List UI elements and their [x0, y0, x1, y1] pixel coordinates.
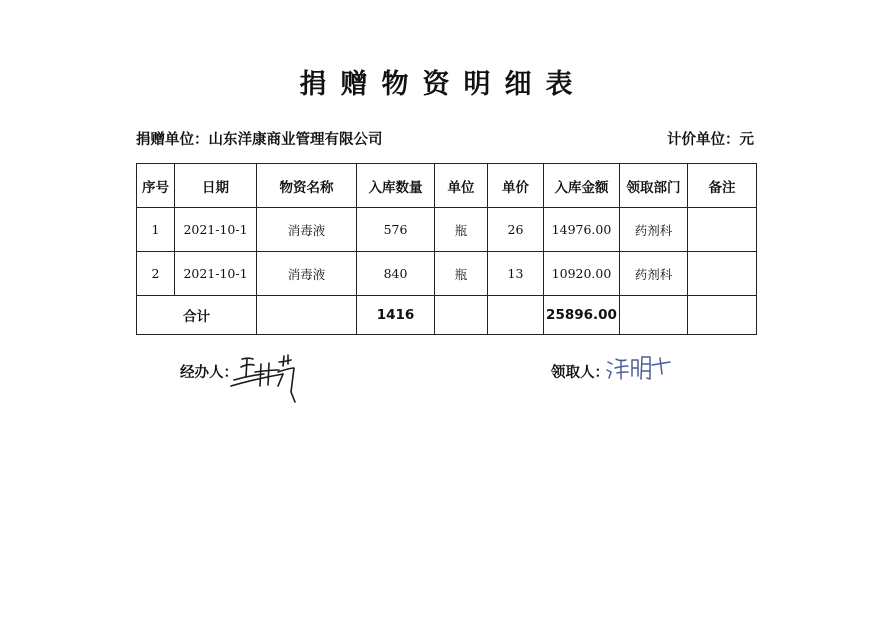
total-empty-cell [435, 296, 488, 335]
document-title: 捐赠物资明细表 [299, 69, 587, 100]
cell-date: 2021-10-1 [175, 208, 257, 252]
column-header: 备注 [688, 164, 757, 208]
column-header: 序号 [137, 164, 175, 208]
cell-unit-price: 13 [488, 252, 544, 296]
cell-quantity: 840 [357, 252, 435, 296]
column-header: 入库数量 [357, 164, 435, 208]
table-row [137, 252, 757, 296]
pricing-unit-line [667, 128, 754, 149]
handler-signature [228, 350, 308, 404]
column-header: 入库金额 [544, 164, 620, 208]
cell-item-name: 消毒液 [257, 208, 357, 252]
cell-item-name: 消毒液 [257, 252, 357, 296]
cell-date: 2021-10-1 [175, 252, 257, 296]
table-total-row [137, 296, 757, 335]
donor-line [136, 128, 383, 149]
receiver-signature [604, 352, 676, 384]
cell-quantity: 576 [357, 208, 435, 252]
column-header: 物资名称 [257, 164, 357, 208]
total-quantity: 1416 [357, 296, 435, 335]
cell-amount: 14976.00 [544, 208, 620, 252]
cell-unit: 瓶 [435, 208, 488, 252]
cell-department: 药剂科 [620, 208, 688, 252]
table-row [137, 208, 757, 252]
receiver-label: 领取人： [551, 365, 609, 381]
cell-department: 药剂科 [620, 252, 688, 296]
cell-unit-price: 26 [488, 208, 544, 252]
total-empty-cell [688, 296, 757, 335]
pricing-label: 计价单位： [667, 132, 740, 148]
cell-remark [688, 208, 757, 252]
cell-index: 1 [137, 208, 175, 252]
total-empty-cell [488, 296, 544, 335]
table-header-row [137, 164, 757, 208]
total-empty-cell [257, 296, 357, 335]
donor-label: 捐赠单位： [136, 132, 209, 148]
column-header: 单位 [435, 164, 488, 208]
column-header: 日期 [175, 164, 257, 208]
cell-unit: 瓶 [435, 252, 488, 296]
cell-remark [688, 252, 757, 296]
total-amount: 25896.00 [544, 296, 620, 335]
pricing-value: 元 [739, 132, 754, 148]
cell-amount: 10920.00 [544, 252, 620, 296]
donation-detail-table [136, 163, 757, 335]
cell-index: 2 [137, 252, 175, 296]
total-label: 合计 [137, 296, 257, 335]
total-empty-cell [620, 296, 688, 335]
column-header: 领取部门 [620, 164, 688, 208]
donor-value: 山东洋康商业管理有限公司 [208, 132, 383, 148]
column-header: 单价 [488, 164, 544, 208]
handler-label: 经办人： [180, 365, 238, 381]
